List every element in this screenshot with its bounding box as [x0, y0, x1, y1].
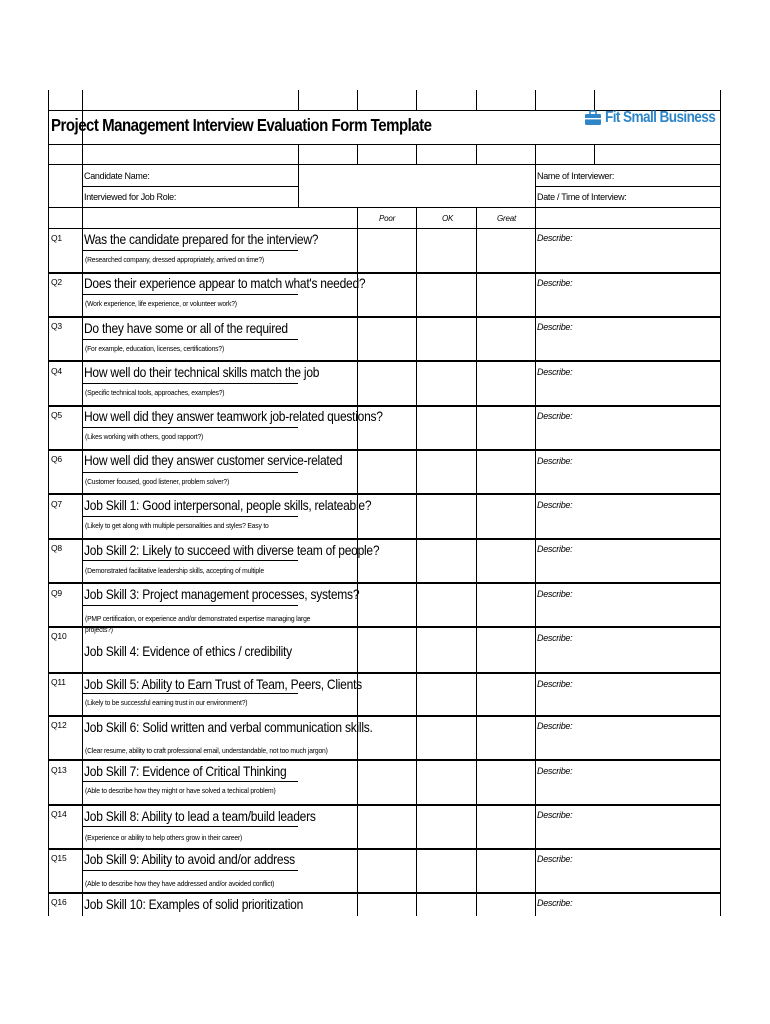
describe-field[interactable]: Describe:	[537, 233, 573, 243]
question-number: Q8	[51, 543, 62, 553]
grid-line	[535, 144, 536, 916]
describe-field[interactable]: Describe:	[537, 544, 573, 554]
question-number: Q3	[51, 321, 62, 331]
question-hint: (Clear resume, ability to craft professional email, understandable, not too much jargon)	[85, 746, 328, 755]
question-number: Q5	[51, 410, 62, 420]
rating-great-header: Great	[497, 214, 517, 223]
question-number: Q12	[51, 720, 67, 730]
question-hint: projects?)	[85, 625, 113, 634]
grid-line	[298, 144, 299, 164]
grid-line	[48, 164, 720, 165]
question-number: Q2	[51, 277, 62, 287]
grid-line	[82, 90, 83, 916]
row-separator	[48, 759, 720, 761]
question-text: Job Skill 10: Examples of solid prioritization	[84, 896, 304, 912]
describe-field[interactable]: Describe:	[537, 633, 573, 643]
grid-line	[357, 90, 358, 110]
describe-field[interactable]: Describe:	[537, 679, 573, 689]
question-hint: (Likes working with others, good rapport?)	[85, 432, 204, 441]
describe-field[interactable]: Describe:	[537, 456, 573, 466]
grid-line	[416, 207, 417, 916]
row-separator	[48, 582, 720, 584]
grid-line	[82, 516, 298, 517]
question-number: Q16	[51, 897, 67, 907]
grid-line	[82, 339, 298, 340]
question-number: Q7	[51, 499, 62, 509]
question-hint: (Specific technical tools, approaches, examples?)	[85, 388, 225, 397]
grid-line	[82, 294, 298, 295]
question-text: Job Skill 2: Likely to succeed with diverse team of people?	[84, 542, 380, 558]
rating-ok-header: OK	[442, 214, 454, 223]
grid-line	[535, 90, 536, 110]
question-number: Q1	[51, 233, 62, 243]
candidate-name-label: Candidate Name:	[84, 171, 150, 181]
question-hint: (Demonstrated facilitative leadership skills, accepting of multiple	[85, 566, 264, 575]
describe-field[interactable]: Describe:	[537, 589, 573, 599]
grid-line	[82, 427, 298, 428]
question-text: Does their experience appear to match what's needed?	[84, 275, 366, 291]
question-hint: (For example, education, licenses, certifications?)	[85, 344, 225, 353]
grid-line	[82, 472, 298, 473]
question-text: How well do their technical skills match the job	[84, 364, 320, 380]
grid-line	[298, 90, 299, 110]
row-separator	[48, 538, 720, 540]
question-hint: (Customer focused, good listener, problem solver?)	[85, 477, 230, 486]
question-number: Q10	[51, 631, 67, 641]
grid-line	[48, 90, 49, 916]
grid-line	[416, 90, 417, 110]
grid-line	[357, 144, 358, 164]
grid-line	[82, 250, 298, 251]
question-hint: (PMP certification, or experience and/or demonstrated expertise managing large	[85, 614, 311, 623]
question-text: Job Skill 3: Project management processes, systems?	[84, 586, 360, 602]
question-hint: (Work experience, life experience, or volunteer work?)	[85, 299, 237, 308]
grid-line	[82, 870, 298, 871]
describe-field[interactable]: Describe:	[537, 500, 573, 510]
row-separator	[48, 316, 720, 318]
describe-field[interactable]: Describe:	[537, 721, 573, 731]
question-hint: (Able to describe how they might or have solved a techical problem)	[85, 786, 276, 795]
rating-poor-header: Poor	[379, 214, 396, 223]
grid-line	[82, 693, 298, 694]
row-separator	[48, 626, 720, 628]
grid-line	[48, 207, 720, 208]
question-hint: (Experience or ability to help others grow in their career)	[85, 833, 243, 842]
grid-line	[82, 826, 298, 827]
question-text: How well did they answer customer service-related	[84, 452, 343, 468]
question-text: Job Skill 1: Good interpersonal, people skills, relateable?	[84, 497, 372, 513]
describe-field[interactable]: Describe:	[537, 898, 573, 908]
question-text: How well did they answer teamwork job-related questions?	[84, 408, 383, 424]
brand-name: Fit Small Business	[605, 109, 716, 126]
question-hint: (Able to describe how they have addressed and/or avoided conflict)	[85, 879, 275, 888]
grid-line	[82, 383, 298, 384]
describe-field[interactable]: Describe:	[537, 810, 573, 820]
row-separator	[48, 493, 720, 495]
describe-field[interactable]: Describe:	[537, 766, 573, 776]
question-hint: (Likely to get along with multiple personalities and styles? Easy to	[85, 521, 269, 530]
question-text: Job Skill 9: Ability to avoid and/or address	[84, 851, 295, 867]
question-number: Q13	[51, 765, 67, 775]
question-number: Q4	[51, 366, 62, 376]
page-title: Project Management Interview Evaluation Form Template	[51, 115, 432, 135]
question-hint: (Researched company, dressed appropriately, arrived on time?)	[85, 255, 264, 264]
grid-line	[82, 605, 298, 606]
question-number: Q14	[51, 809, 67, 819]
row-separator	[48, 715, 720, 717]
describe-field[interactable]: Describe:	[537, 854, 573, 864]
job-role-label: Interviewed for Job Role:	[84, 192, 177, 202]
question-number: Q9	[51, 588, 62, 598]
grid-line	[48, 144, 720, 145]
grid-line	[357, 207, 358, 916]
grid-line	[48, 228, 720, 229]
grid-line	[476, 144, 477, 164]
row-separator	[48, 272, 720, 274]
question-number: Q6	[51, 454, 62, 464]
grid-line	[298, 164, 299, 207]
describe-field[interactable]: Describe:	[537, 278, 573, 288]
briefcase-icon	[584, 109, 602, 127]
row-separator	[48, 804, 720, 806]
row-separator	[48, 848, 720, 850]
question-text: Job Skill 7: Evidence of Critical Thinking	[84, 763, 287, 779]
row-separator	[48, 360, 720, 362]
question-text: Job Skill 4: Evidence of ethics / credibility	[84, 643, 292, 659]
interview-datetime-label: Date / Time of Interview:	[537, 192, 627, 202]
describe-field[interactable]: Describe:	[537, 367, 573, 377]
row-separator	[48, 449, 720, 451]
row-separator	[48, 892, 720, 894]
question-hint: (Likely to be successful earning trust in our environment?)	[85, 698, 248, 707]
describe-field[interactable]: Describe:	[537, 411, 573, 421]
question-text: Was the candidate prepared for the interview?	[84, 231, 319, 247]
row-separator	[48, 672, 720, 674]
grid-line	[82, 781, 298, 782]
grid-line	[476, 90, 477, 110]
row-separator	[48, 405, 720, 407]
grid-line	[82, 186, 298, 187]
question-text: Job Skill 6: Solid written and verbal communication skills.	[84, 719, 373, 735]
question-number: Q15	[51, 853, 67, 863]
grid-line	[720, 90, 721, 916]
question-number: Q11	[51, 677, 66, 687]
grid-line	[594, 144, 595, 164]
grid-line	[535, 186, 720, 187]
grid-line	[416, 144, 417, 164]
grid-line	[476, 207, 477, 916]
grid-line	[82, 560, 298, 561]
brand-logo	[584, 106, 735, 130]
question-text: Job Skill 8: Ability to lead a team/build leaders	[84, 808, 316, 824]
interviewer-label: Name of Interviewer:	[537, 171, 615, 181]
describe-field[interactable]: Describe:	[537, 322, 573, 332]
question-text: Job Skill 5: Ability to Earn Trust of Team, Peers, Clients	[84, 676, 362, 692]
question-text: Do they have some or all of the required	[84, 320, 288, 336]
